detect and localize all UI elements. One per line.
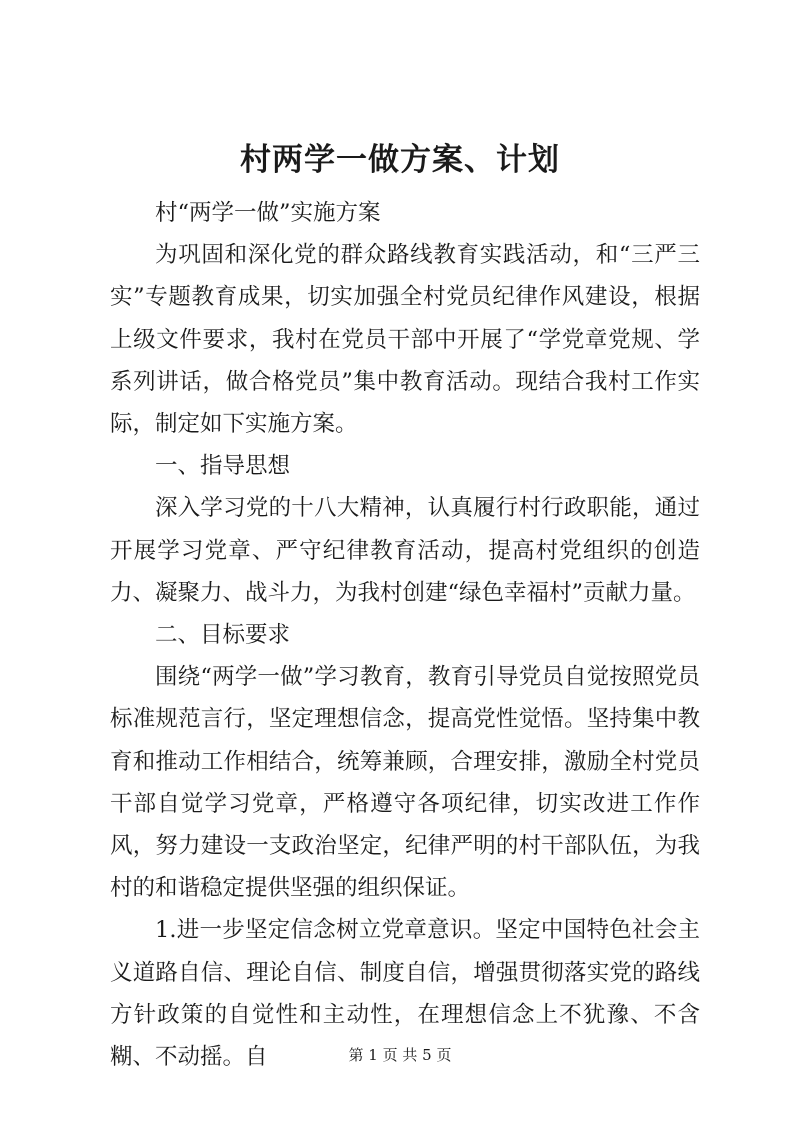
- paragraph-heading-plan: 村“两学一做”实施方案: [155, 200, 381, 226]
- paragraph-goals: 围绕“两学一做”学习教育，教育引导党员自觉按照党员标准规范言行，坚定理想信念，提高党性觉悟。坚持集中教育和推动工作相结合，统筹兼顾，合理安排，激励全村党员干部自觉学习党章，严格遵守各项纪律，切实改进工作作风，努力建设一支政治坚定，纪律严明的村干部队伍，为我村的和谐稳定提供坚强的组织保证。: [110, 664, 700, 902]
- paragraph-item-1: 1.进一步坚定信念树立党章意识。坚定中国特色社会主义道路自信、理论自信、制度自信，增强贯彻落实党的路线方针政策的自觉性和主动性，在理想信念上不犹豫、不含糊、不动摇。自: [110, 917, 700, 1071]
- paragraph-intro: 为巩固和深化党的群众路线教育实践活动，和“三严三实”专题教育成果，切实加强全村党员纪律作风建设，根据上级文件要求，我村在党员干部中开展了“学党章党规、学系列讲话，做合格党员”集中教育活动。现结合我村工作实际，制定如下实施方案。: [110, 242, 700, 438]
- paragraph-guiding-thought: 深入学习党的十八大精神，认真履行村行政职能，通过开展学习党章、严守纪律教育活动，提高村党组织的创造力、凝聚力、战斗力，为我村创建“绿色幸福村”贡献力量。: [110, 495, 700, 606]
- section-heading-guiding-thought: 一、指导思想: [155, 453, 291, 480]
- document-body: [110, 192, 700, 1078]
- page-number-footer: 第 1 页 共 5 页: [348, 1046, 452, 1064]
- section-heading-goals: 二、目标要求: [155, 622, 291, 649]
- document-title: 村两学一做方案、计划: [240, 142, 560, 178]
